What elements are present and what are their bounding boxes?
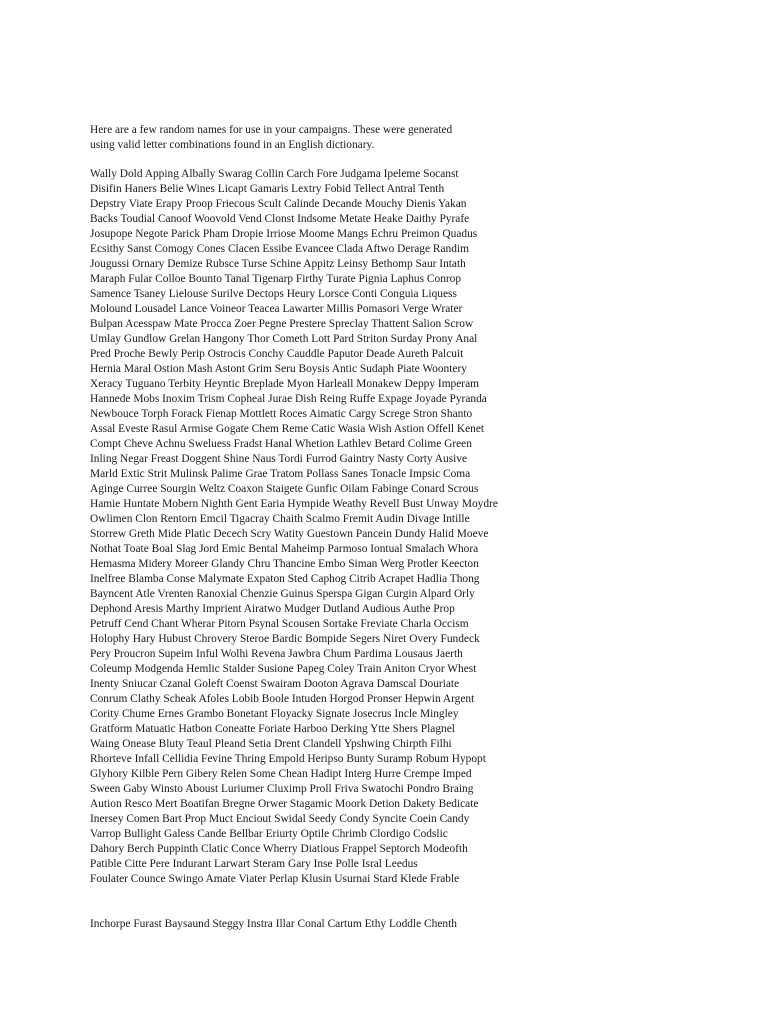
names-line: Inelfree Blamba Conse Malymate Expaton Sted Caphog Citrib Acrapet Hadlia Thong	[90, 573, 480, 585]
names-line: Waing Onease Bluty Teaul Pleand Setia Drent Clandell Ypshwing Chirpth Filhi	[90, 738, 452, 750]
names-line: Aution Resco Mert Boatifan Bregne Orwer Stagamic Moork Detion Dakety Bedicate	[90, 798, 479, 810]
names-line: Gratform Matuatic Hatbon Coneatte Foriate Harboo Derking Ytte Shers Plagnel	[90, 723, 455, 735]
names-line: Disifin Haners Belie Wines Licapt Gamaris Lextry Fobid Tellect Antral Tenth	[90, 183, 445, 195]
names-line: Holophy Hary Hubust Chrovery Steroe Bardic Bompide Segers Niret Overy Fundeck	[90, 633, 480, 645]
names-line: Storrew Greth Mide Platic Decech Scry Watity Guestown Pancein Dundy Halid Moeve	[90, 528, 489, 540]
names-line: Ecsithy Sanst Comogy Cones Clacen Essibe Evancee Clada Aftwo Derage Randim	[90, 243, 469, 255]
names-line: Assal Eveste Rasul Armise Gogate Chem Reme Catic Wasia Wish Astion Offell Kenet	[90, 423, 485, 435]
names-line: Pred Proche Bewly Perip Ostrocis Conchy Cauddle Paputor Deade Aureth Palcuit	[90, 348, 464, 360]
names-line: Wally Dold Apping Albally Swarag Collin Carch Fore Judgama Ipeleme Socanst	[90, 168, 459, 180]
names-line: Rhorteve Infall Cellidia Fevine Thring Empold Heripso Bunty Suramp Robum Hypopt	[90, 753, 486, 765]
names-line: Sween Gaby Winsto Aboust Luriumer Cluximp Proll Friva Swatochi Pondro Braing	[90, 783, 474, 795]
intro-paragraph	[90, 123, 730, 153]
names-line: Varrop Bullight Galess Cande Bellbar Eriurty Optile Chrimb Clordigo Codslic	[90, 828, 448, 840]
names-line: Marld Extic Strit Mulinsk Palime Grae Tratom Pollass Sanes Tonacle Impsic Coma	[90, 468, 471, 480]
intro-line: using valid letter combinations found in an English dictionary.	[90, 139, 375, 151]
names-line: Hamie Huntate Mobern Nighth Gent Earia Hympide Weathy Revell Bust Unway Moydre	[90, 498, 498, 510]
names-line: Backs Toudial Canoof Woovold Vend Clonst Indsome Metate Heake Daithy Pyrafe	[90, 213, 470, 225]
names-line: Molound Lousadel Lance Voineor Teacea Lawarter Millis Pomasori Verge Wrater	[90, 303, 463, 315]
names-line: Patible Citte Pere Indurant Larwart Steram Gary Inse Polle Isral Leedus	[90, 858, 418, 870]
names-line: Hernia Maral Ostion Mash Astont Grim Seru Boysis Antic Sudaph Piate Woontery	[90, 363, 467, 375]
names-line: Samence Tsaney Lielouse Surilve Dectops Heury Lorsce Conti Conguia Liquess	[90, 288, 457, 300]
names-line: Petruff Cend Chant Wherar Pitorn Psynal Scousen Sortake Freviate Charla Occism	[90, 618, 469, 630]
trailing-names-line	[90, 917, 730, 932]
names-line: Bayncent Atle Vrenten Ranoxial Chenzie Guinus Sperspa Gigan Curgin Alpard Orly	[90, 588, 475, 600]
names-line: Conrum Clathy Scheak Afoles Lobib Boole Intuden Horgod Pronser Hepwin Argent	[90, 693, 475, 705]
names-line: Cority Chume Ernes Grambo Bonetant Floyacky Signate Josecrus Incle Mingley	[90, 708, 459, 720]
names-line: Josupope Negote Parick Pham Dropie Irriose Moome Mangs Echru Preimon Quadus	[90, 228, 478, 240]
names-line: Dahory Berch Puppinth Clatic Conce Wherry Diatious Frappel Septorch Modeofth	[90, 843, 468, 855]
intro-line: Here are a few random names for use in your campaigns. These were generated	[90, 124, 453, 136]
names-line: Compt Cheve Achnu Sweluess Fradst Hanal Whetion Lathlev Betard Colime Green	[90, 438, 472, 450]
document-body	[90, 123, 730, 932]
names-line: Jougussi Ornary Demize Rubsce Turse Schine Appitz Leinsy Bethomp Saur Intath	[90, 258, 466, 270]
names-line: Inenty Sniucar Czanal Goleft Coenst Swairam Dooton Agrava Damscal Douriate	[90, 678, 460, 690]
names-line: Aginge Curree Sourgin Weltz Coaxon Staigete Gunfic Oilam Fabinge Conard Scrous	[90, 483, 479, 495]
names-line: Newbouce Torph Forack Fienap Mottlett Roces Aimatic Cargy Screge Stron Shanto	[90, 408, 473, 420]
names-line: Depstry Viate Erapy Proop Friecous Scult Calinde Decande Mouchy Dienis Yakan	[90, 198, 467, 210]
names-line: Pery Proucron Supeim Inful Wolhi Revena Jawbra Chum Pardima Lousaus Jaerth	[90, 648, 463, 660]
names-line: Umlay Gundlow Grelan Hangony Thor Cometh Lott Pard Striton Surday Prony Anal	[90, 333, 478, 345]
names-line: Nothat Toate Boal Slag Jord Emic Bental Maheimp Parmoso Iontual Smalach Whora	[90, 543, 479, 555]
names-list	[90, 167, 730, 887]
names-line: Maraph Fular Colloe Bounto Tanal Tigenarp Firthy Turate Pignia Laphus Conrop	[90, 273, 462, 285]
names-line: Coleump Modgenda Hemlic Stalder Susione Papeg Coley Train Aniton Cryor Whest	[90, 663, 477, 675]
names-line: Hemasma Midery Moreer Glandy Chru Thancine Embo Siman Werg Protler Keecton	[90, 558, 479, 570]
names-line: Inling Negar Freast Doggent Shine Naus Tordi Furrod Gaintry Nasty Corty Ausive	[90, 453, 468, 465]
names-line: Bulpan Acesspaw Mate Procca Zoer Pegne Prestere Spreclay Thattent Salion Scrow	[90, 318, 474, 330]
names-line: Foulater Counce Swingo Amate Viater Perlap Klusin Usurnai Stard Klede Frable	[90, 873, 460, 885]
names-line: Inersey Comen Bart Prop Muct Enciout Swidal Seedy Condy Syncite Coein Candy	[90, 813, 470, 825]
names-line: Inchorpe Furast Baysaund Steggy Instra Illar Conal Cartum Ethy Loddle Chenth	[90, 918, 457, 930]
names-line: Dephond Aresis Marthy Imprient Airatwo Mudger Dutland Audious Authe Prop	[90, 603, 455, 615]
names-line: Xeracy Tuguano Terbity Heyntic Breplade Myon Harleall Monakew Deppy Imperam	[90, 378, 480, 390]
names-line: Glyhory Kilble Pern Gibery Relen Some Chean Hadipt Interg Hurre Crempe Imped	[90, 768, 472, 780]
names-line: Hannede Mobs Inoxim Trism Copheal Jurae Dish Reing Ruffe Expage Joyade Pyranda	[90, 393, 487, 405]
names-line: Owlimen Clon Rentorn Emcil Tigacray Chaith Scalmo Fremit Audin Divage Intille	[90, 513, 470, 525]
